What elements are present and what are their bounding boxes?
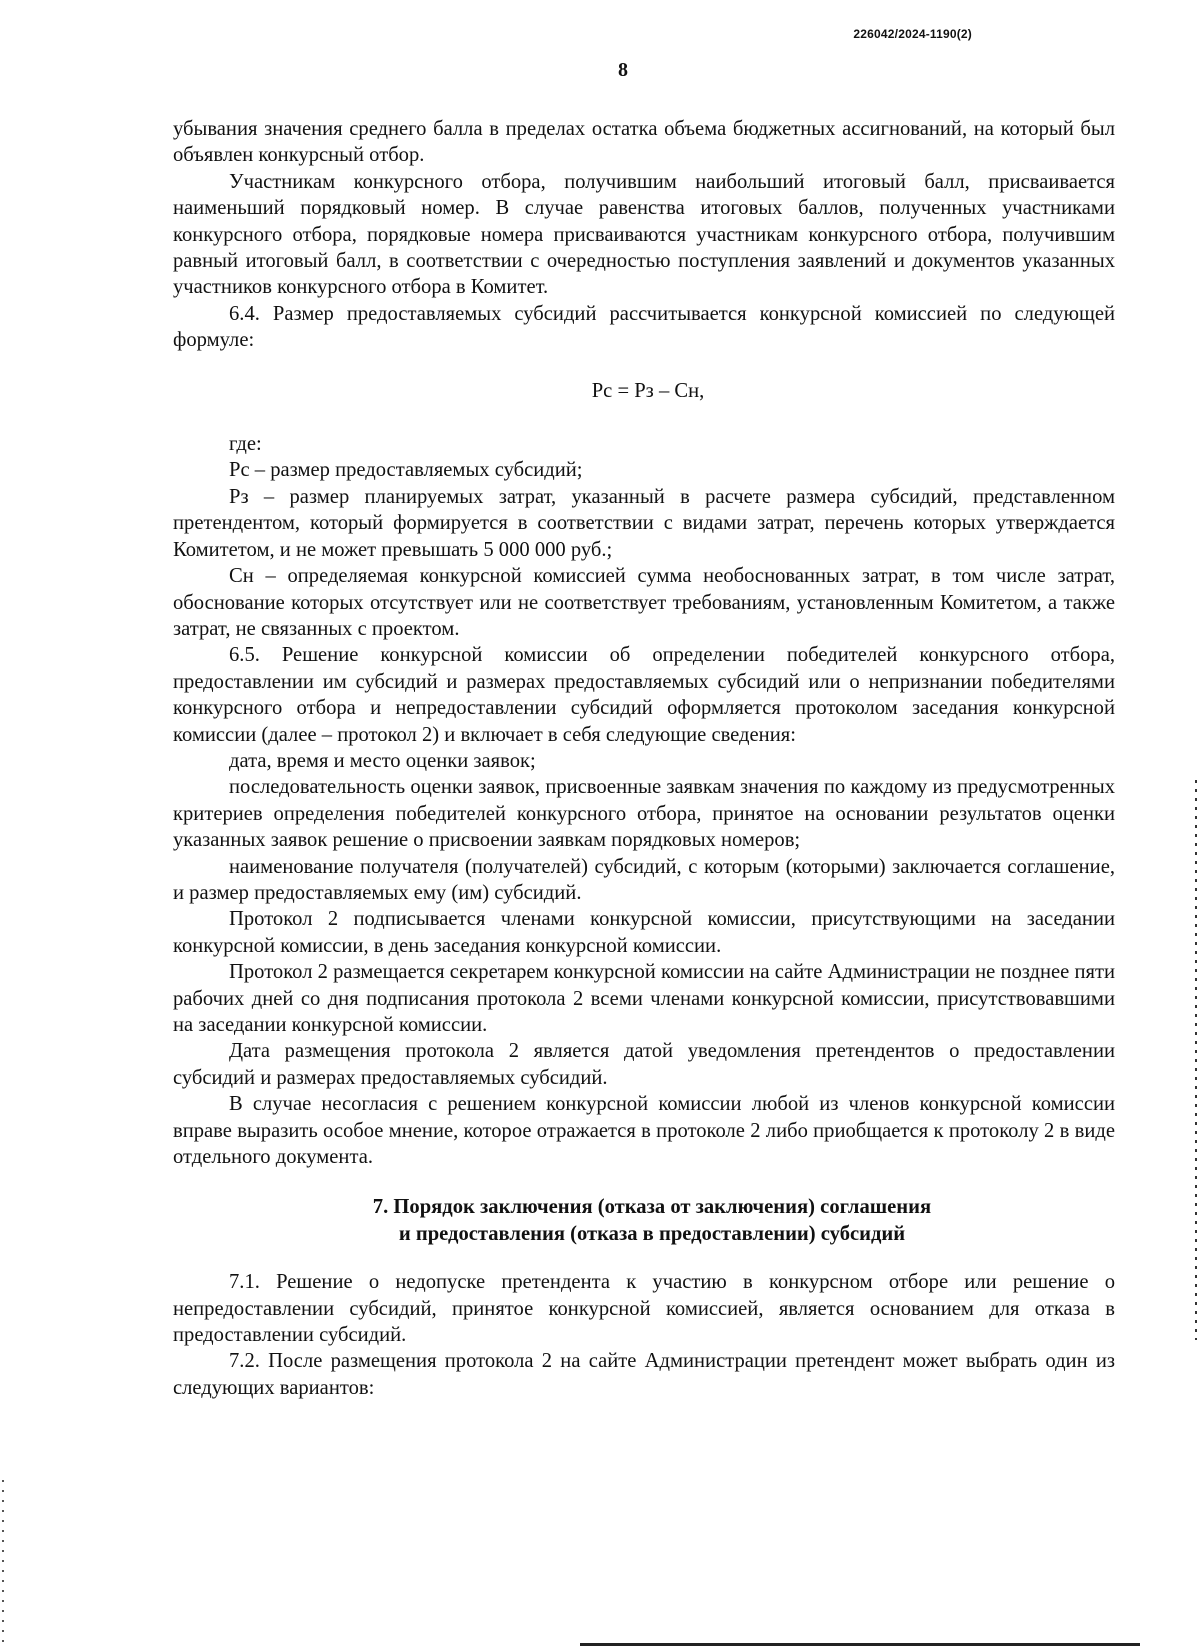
paragraph-continuation: убывания значения среднего балла в пределах остатка объема бюджетных ассигнований, на который был объявлен конкурсный отбор. <box>173 118 1115 167</box>
definition-sn: Сн – определяемая конкурсной комиссией сумма необоснованных затрат, в том числе затрат, обоснование которых отсутствует или не соответствует требованиям, установленным Комитетом, а также затрат, не связанных с проектом. <box>173 565 1115 640</box>
paragraph-6-4: 6.4. Размер предоставляемых субсидий рассчитывается конкурсной комиссией по следующей формуле: <box>173 302 1115 352</box>
paragraph-7-1: 7.1. Решение о недопуске претендента к участию в конкурсном отборе или решение о непредоставлении субсидий, принятое конкурсной комиссией, является основанием для отказа в предоставлении субсидий. <box>173 1271 1115 1347</box>
page-number: 8 <box>618 59 628 81</box>
paragraph-protocol-posting: Протокол 2 размещается секретарем конкурсной комиссии на сайте Администрации не позднее пяти рабочих дней со дня подписания протокола 2 всеми членами конкурсной комиссии, присутствовавшими на заседании конкурсной комиссии. <box>173 961 1115 1036</box>
paragraph-participants-ranking: Участникам конкурсного отбора, получившим наибольший итоговый балл, присваивается наименьший порядковый номер. В случае равенства итоговых баллов, полученных участниками конкурсного отбора, порядковые номера присваиваются участникам конкурсного отбора, получившим равный итоговый балл, в соответствии с очередностью поступления заявлений и документов указанных участников конкурсного отбора в Комитет. <box>173 170 1115 299</box>
list-item: наименование получателя (получателей) субсидий, с которым (которыми) заключается соглашение, и размер предоставляемых ему (им) субсидий. <box>173 855 1115 904</box>
formula-where-label: где: <box>229 433 262 456</box>
scan-edge-artifact-bottom <box>580 1643 1140 1646</box>
paragraph-notification-date: Дата размещения протокола 2 является датой уведомления претендентов о предоставлении субсидий и размерах предоставляемых субсидий. <box>173 1040 1115 1089</box>
list-item: дата, время и место оценки заявок; <box>229 749 536 772</box>
definition-rz: Рз – размер планируемых затрат, указанный в расчете размера субсидий, представленном претендентом, который формируется в соответствии с видами затрат, перечень которых утверждается Комитетом, и не может превышать 5 000 000 руб.; <box>173 485 1115 561</box>
document-body <box>173 116 1115 1401</box>
scan-edge-artifact-right <box>1195 780 1197 1340</box>
section-7-heading <box>173 1194 1115 1247</box>
document-number: 226042/2024-1190(2) <box>853 27 972 41</box>
paragraph-6-5: 6.5. Решение конкурсной комиссии об определении победителей конкурсного отбора, предоставлении им субсидий и размерах предоставляемых субсидий или о непризнании победителями конкурсного отбора и непредоставлении субсидий оформляется протоколом заседания конкурсной комиссии (далее – протокол 2) и включает в себя следующие сведения: <box>173 644 1115 746</box>
paragraph-7-2: 7.2. После размещения протокола 2 на сайте Администрации претендент может выбрать один из следующих вариантов: <box>173 1350 1115 1399</box>
list-item: последовательность оценки заявок, присвоенные заявкам значения по каждому из предусмотренных критериев определения победителей конкурсного отбора, принятое на основании результатов оценки указанных заявок решение о присвоении заявкам порядковых номеров; <box>173 776 1115 852</box>
paragraph-protocol-signing: Протокол 2 подписывается членами конкурсной комиссии, присутствующими на заседании конкурсной комиссии, в день заседания конкурсной комиссии. <box>173 908 1115 957</box>
section-7-heading-line-2: и предоставления (отказа в предоставлении) субсидий <box>398 1222 906 1245</box>
section-7-heading-line-1: 7. Порядок заключения (отказа от заключения) соглашения <box>372 1196 932 1219</box>
subsidy-formula: Рс = Рз – Сн, <box>591 379 705 402</box>
definition-rs: Рс – размер предоставляемых субсидий; <box>229 459 583 482</box>
paragraph-dissenting-opinion: В случае несогласия с решением конкурсной комиссии любой из членов конкурсной комиссии вправе выразить особое мнение, которое отражается в протоколе 2 либо приобщается к протоколу 2 в виде отдельного документа. <box>173 1093 1115 1169</box>
scan-edge-artifact-left <box>2 1480 4 1645</box>
